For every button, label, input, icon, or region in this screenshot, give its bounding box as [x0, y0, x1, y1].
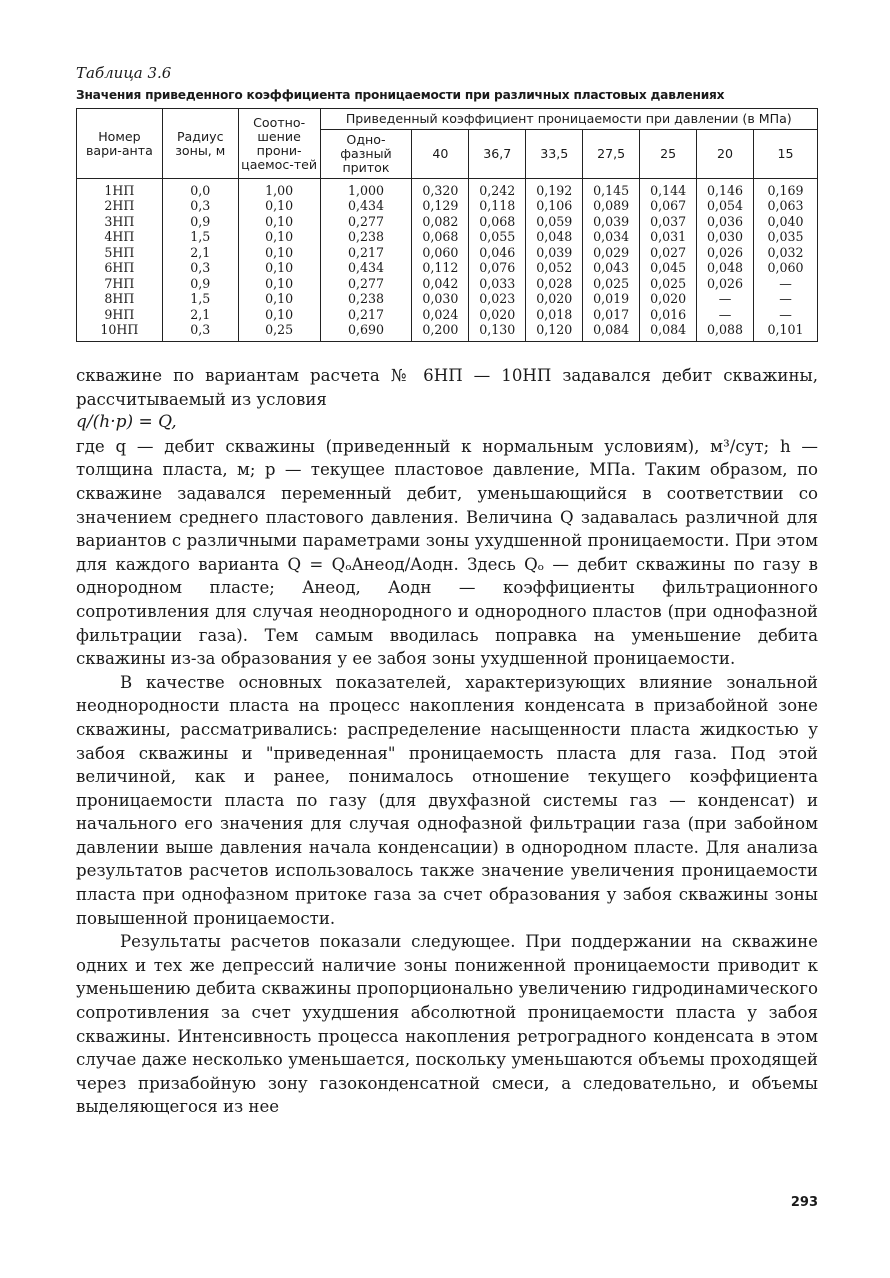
table-cell: 0,030: [697, 230, 754, 246]
table-cell: 0,10: [238, 199, 320, 215]
header-variant: Номер вари-анта: [77, 109, 163, 179]
table-cell: 0,10: [238, 292, 320, 308]
body-text: [76, 364, 818, 1119]
table-cell: 6НП: [77, 261, 163, 277]
table-cell: 0,019: [583, 292, 640, 308]
table-cell: 0,169: [754, 179, 818, 199]
table-cell: 0,144: [640, 179, 697, 199]
table-cell: 0,028: [526, 276, 583, 292]
table-cell: 0,320: [412, 179, 469, 199]
table-cell: 0,063: [754, 199, 818, 215]
table-cell: —: [754, 292, 818, 308]
table-cell: 0,039: [526, 245, 583, 261]
table-cell: 0,238: [320, 230, 412, 246]
table-cell: 0,101: [754, 323, 818, 342]
table-cell: 0,059: [526, 214, 583, 230]
table-cell: 0,037: [640, 214, 697, 230]
table-row: [77, 292, 818, 308]
table-cell: 0,088: [697, 323, 754, 342]
table-cell: 0,068: [469, 214, 526, 230]
table-cell: 7НП: [77, 276, 163, 292]
header-pressure: 27,5: [583, 130, 640, 179]
table-row: [77, 245, 818, 261]
table-cell: 0,10: [238, 214, 320, 230]
table-cell: 3НП: [77, 214, 163, 230]
table-cell: 0,020: [640, 292, 697, 308]
header-pressure: Одно-фазный приток: [320, 130, 412, 179]
table-cell: 0,068: [412, 230, 469, 246]
table-cell: 0,106: [526, 199, 583, 215]
table-cell: —: [754, 307, 818, 323]
table-cell: 0,217: [320, 307, 412, 323]
table-cell: 2,1: [162, 245, 238, 261]
table-cell: 0,026: [697, 245, 754, 261]
header-radius: Радиус зоны, м: [162, 109, 238, 179]
table-cell: 0,024: [412, 307, 469, 323]
table-cell: 0,120: [526, 323, 583, 342]
table-cell: 0,9: [162, 276, 238, 292]
table-cell: 0,016: [640, 307, 697, 323]
table-cell: 0,10: [238, 276, 320, 292]
table-cell: 0,043: [583, 261, 640, 277]
table-cell: 0,042: [412, 276, 469, 292]
table-cell: 0,034: [583, 230, 640, 246]
header-pressure: 33,5: [526, 130, 583, 179]
table-cell: 0,045: [640, 261, 697, 277]
table-cell: 0,052: [526, 261, 583, 277]
table-cell: —: [697, 307, 754, 323]
table-cell: —: [754, 276, 818, 292]
header-pressure: 36,7: [469, 130, 526, 179]
header-ratio: Соотно-шение прони-цаемос-тей: [238, 109, 320, 179]
table-row: [77, 214, 818, 230]
table-cell: 0,033: [469, 276, 526, 292]
table-cell: 0,10: [238, 261, 320, 277]
header-pressure: 20: [697, 130, 754, 179]
table-cell: 0,026: [697, 276, 754, 292]
header-pressure-group: Приведенный коэффициент проницаемости при давлении (в МПа): [320, 109, 817, 130]
table-cell: 2,1: [162, 307, 238, 323]
table-cell: 0,118: [469, 199, 526, 215]
paragraph: где q — дебит скважины (приведенный к нормальным условиям), м³/сут; h — толщина пласта, м; p — текущее пластовое давление, МПа. Таким образом, по скважине задавался переменный дебит, уменьшающийся в соответствии со значением среднего пластового давления. Величина Q задавалась различной для вариантов с различными параметрами зоны ухудшенной проницаемости. При этом для каждого варианта Q = QₒAнеод/Aодн. Здесь Qₒ — дебит скважины по газу в однородном пласте; Aнеод, Aодн — коэффициенты фильтрационного сопротивления для случая неоднородного и однородного пластов (при однофазной фильтрации газа). Тем самым вводилась поправка на уменьшение дебита скважины из-за образования у ее забоя зоны ухудшенной проницаемости.: [76, 436, 818, 669]
table-cell: 0,020: [469, 307, 526, 323]
table-cell: 2НП: [77, 199, 163, 215]
table-cell: 0,055: [469, 230, 526, 246]
table-cell: 0,020: [526, 292, 583, 308]
table-cell: 0,060: [754, 261, 818, 277]
table-cell: 0,129: [412, 199, 469, 215]
table-cell: 0,048: [526, 230, 583, 246]
table-cell: 0,434: [320, 199, 412, 215]
table-cell: 0,200: [412, 323, 469, 342]
table-row: [77, 261, 818, 277]
permeability-table: [76, 108, 818, 342]
table-cell: 0,10: [238, 245, 320, 261]
table-cell: 0,060: [412, 245, 469, 261]
table-cell: 0,238: [320, 292, 412, 308]
page-number: 293: [790, 1195, 818, 1210]
table-cell: 0,10: [238, 307, 320, 323]
table-cell: 0,031: [640, 230, 697, 246]
table-title: Значения приведенного коэффициента проницаемости при различных пластовых давлениях: [76, 88, 725, 102]
table-cell: 0,690: [320, 323, 412, 342]
table-cell: 0,084: [640, 323, 697, 342]
table-cell: 0,145: [583, 179, 640, 199]
table-cell: 0,046: [469, 245, 526, 261]
table-cell: 5НП: [77, 245, 163, 261]
table-body: [77, 179, 818, 342]
table-cell: 1,5: [162, 292, 238, 308]
table-cell: 1,00: [238, 179, 320, 199]
table-cell: 0,217: [320, 245, 412, 261]
table-cell: 0,0: [162, 179, 238, 199]
paragraph: скважине по вариантам расчета № 6НП — 10НП задавался дебит скважины, рассчитываемый из условия: [76, 366, 818, 409]
table-row: [77, 323, 818, 342]
table-cell: 1,000: [320, 179, 412, 199]
table-cell: 0,10: [238, 230, 320, 246]
table-cell: 1НП: [77, 179, 163, 199]
table-row: [77, 307, 818, 323]
table-cell: 0,025: [640, 276, 697, 292]
header-pressure: 25: [640, 130, 697, 179]
table-cell: 0,018: [526, 307, 583, 323]
table-cell: 0,084: [583, 323, 640, 342]
table-cell: 0,023: [469, 292, 526, 308]
table-cell: 0,130: [469, 323, 526, 342]
table-cell: 0,112: [412, 261, 469, 277]
header-pressure: 40: [412, 130, 469, 179]
table-cell: 0,017: [583, 307, 640, 323]
formula: q/(h·p) = Q,: [76, 412, 177, 433]
paragraph: Результаты расчетов показали следующее. При поддержании на скважине одних и тех же депрессий наличие зоны пониженной проницаемости приводит к уменьшению дебита скважины пропорционально увеличению гидродинамического сопротивления за счет ухудшения абсолютной проницаемости пласта у забоя скважины. Интенсивность процесса накопления ретроградного конденсата в этом случае даже несколько уменьшается, поскольку уменьшаются объемы проходящей через призабойную зону газоконденсатной смеси, а следовательно, и объемы выделяющегося из нее: [76, 932, 818, 1117]
table-cell: 0,277: [320, 276, 412, 292]
table-cell: 0,3: [162, 199, 238, 215]
table-cell: 0,277: [320, 214, 412, 230]
page-content: [76, 64, 818, 1119]
table-cell: 0,3: [162, 323, 238, 342]
table-cell: 10НП: [77, 323, 163, 342]
table-cell: 0,9: [162, 214, 238, 230]
table-cell: 0,067: [640, 199, 697, 215]
table-cell: 0,25: [238, 323, 320, 342]
table-cell: 4НП: [77, 230, 163, 246]
table-cell: 8НП: [77, 292, 163, 308]
table-caption: Таблица 3.6: [76, 64, 172, 82]
table-cell: 0,040: [754, 214, 818, 230]
paragraph: В качестве основных показателей, характеризующих влияние зональной неоднородности пласта на процесс накопления конденсата в призабойной зоне скважины, рассматривались: распределение насыщенности пласта жидкостью у забоя скважины и "приведенная" проницаемость пласта для газа. Под этой величиной, как и ранее, понималось отношение текущего коэффициента проницаемости пласта по газу (для двухфазной системы газ — конденсат) и начального его значения для случая однофазной фильтрации газа (при забойном давлении выше давления начала конденсации) в однородном пласте. Для анализа результатов расчетов использовалось также значение увеличения проницаемости пласта при однофазном притоке газа за счет образования у забоя скважины зоны повышенной проницаемости.: [76, 672, 818, 928]
table-row: [77, 199, 818, 215]
table-cell: 0,3: [162, 261, 238, 277]
table-cell: 0,089: [583, 199, 640, 215]
table-row: [77, 179, 818, 199]
table-cell: 0,242: [469, 179, 526, 199]
table-cell: 0,029: [583, 245, 640, 261]
table-cell: 0,082: [412, 214, 469, 230]
table-cell: 0,030: [412, 292, 469, 308]
table-cell: 9НП: [77, 307, 163, 323]
table-row: [77, 230, 818, 246]
table-cell: 0,146: [697, 179, 754, 199]
table-cell: 0,048: [697, 261, 754, 277]
table-cell: 0,036: [697, 214, 754, 230]
table-cell: 0,027: [640, 245, 697, 261]
table-cell: —: [697, 292, 754, 308]
table-cell: 0,025: [583, 276, 640, 292]
table-cell: 0,039: [583, 214, 640, 230]
table-cell: 0,032: [754, 245, 818, 261]
header-pressure: 15: [754, 130, 818, 179]
table-cell: 0,035: [754, 230, 818, 246]
table-cell: 0,076: [469, 261, 526, 277]
table-cell: 0,054: [697, 199, 754, 215]
table-cell: 0,192: [526, 179, 583, 199]
table-cell: 1,5: [162, 230, 238, 246]
table-cell: 0,434: [320, 261, 412, 277]
table-row: [77, 276, 818, 292]
